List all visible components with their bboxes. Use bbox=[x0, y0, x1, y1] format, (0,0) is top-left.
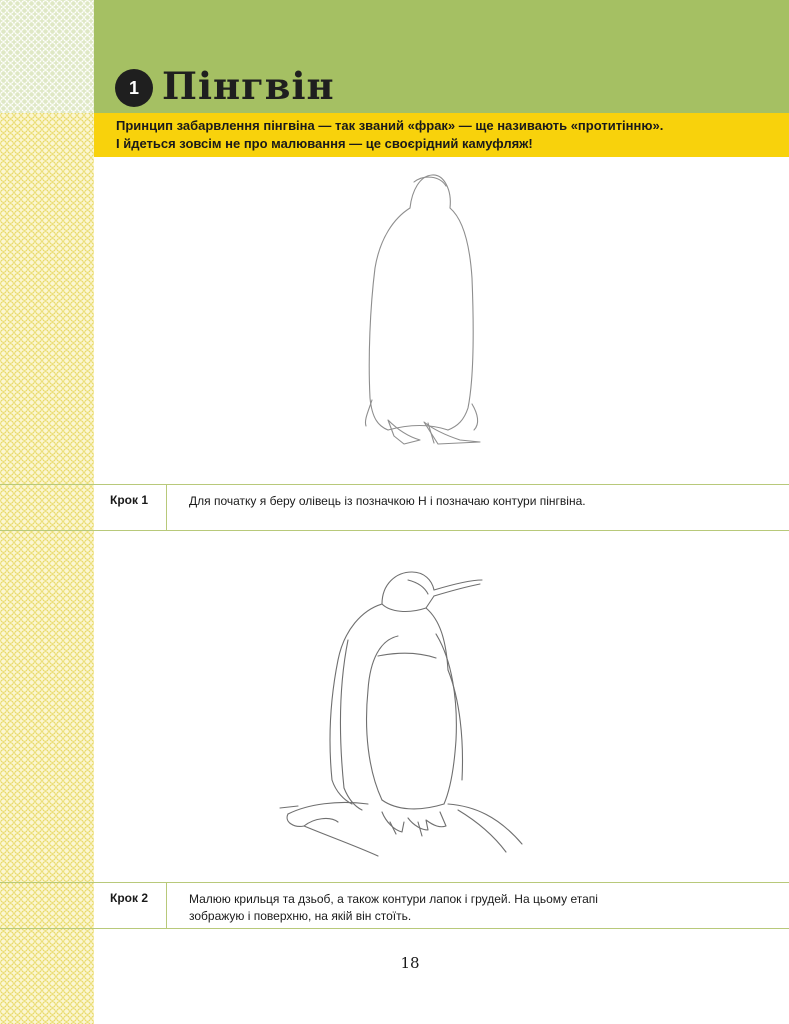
intro-line-1: Принцип забарвлення пінгвіна — так званий «фрак» — ще називають «протитінню». bbox=[116, 118, 664, 133]
step-description-line-1: Для початку я беру олівець із позначкою H і позначаю контури пінгвіна. bbox=[189, 494, 586, 508]
section-number-badge: 1 bbox=[115, 69, 153, 107]
step-label: Крок 2 bbox=[110, 891, 148, 905]
step-label: Крок 1 bbox=[110, 493, 148, 507]
step-row-1 bbox=[0, 484, 789, 531]
side-dot-pattern-header bbox=[0, 0, 94, 113]
step-divider bbox=[166, 883, 167, 928]
step-description-line-2: зображую і поверхню, на якій він стоїть. bbox=[189, 909, 412, 923]
page-number: 18 bbox=[400, 954, 420, 972]
intro-text bbox=[116, 117, 776, 153]
penguin-outline-sketch-icon bbox=[340, 168, 520, 458]
penguin-detailed-sketch-icon bbox=[258, 560, 528, 860]
step-description bbox=[189, 891, 629, 925]
step-row-2 bbox=[0, 882, 789, 929]
step-divider bbox=[166, 485, 167, 530]
step-description-line-1: Малюю крильця та дзьоб, а також контури лапок і грудей. На цьому етапі bbox=[189, 892, 598, 906]
intro-line-2: І йдеться зовсім не про малювання — це своєрідний камуфляж! bbox=[116, 136, 533, 151]
step-description bbox=[189, 493, 629, 510]
page-title: Пінгвін bbox=[162, 64, 335, 108]
